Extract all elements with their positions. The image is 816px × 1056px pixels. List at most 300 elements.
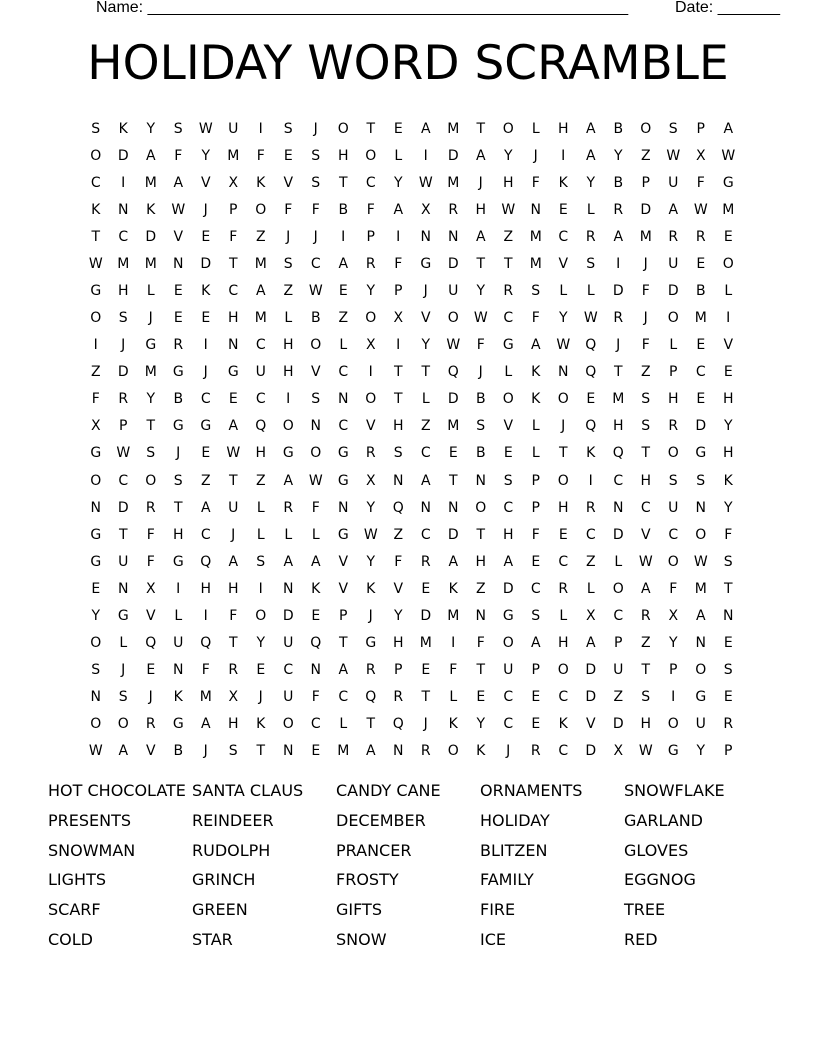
grid-letter[interactable]: O	[90, 472, 102, 489]
grid-letter[interactable]: E	[393, 120, 403, 137]
grid-letter[interactable]: P	[669, 364, 678, 381]
grid-letter[interactable]: U	[668, 255, 679, 272]
grid-letter[interactable]: W	[583, 310, 598, 327]
grid-letter[interactable]: A	[475, 147, 486, 164]
grid-letter[interactable]: C	[118, 472, 129, 489]
grid-letter[interactable]: T	[476, 526, 486, 543]
grid-letter[interactable]: H	[255, 445, 267, 462]
grid-letter[interactable]: B	[173, 743, 184, 760]
grid-letter[interactable]: E	[311, 743, 321, 760]
grid-letter[interactable]: L	[256, 526, 265, 543]
grid-letter[interactable]: K	[118, 120, 128, 137]
grid-letter[interactable]: G	[282, 445, 294, 462]
grid-letter[interactable]: X	[585, 607, 596, 624]
grid-letter[interactable]: H	[475, 553, 487, 570]
grid-letter[interactable]: C	[585, 526, 596, 543]
grid-letter[interactable]: P	[119, 418, 128, 435]
grid-letter[interactable]: I	[258, 120, 263, 137]
grid-letter[interactable]: R	[420, 743, 431, 760]
grid-letter[interactable]: K	[311, 580, 321, 597]
grid-letter[interactable]: P	[614, 635, 623, 652]
grid-letter[interactable]: U	[283, 635, 294, 652]
grid-letter[interactable]: F	[146, 526, 155, 543]
grid-letter[interactable]: V	[200, 174, 211, 191]
grid-letter[interactable]: S	[641, 689, 651, 706]
grid-letter[interactable]: Y	[668, 635, 678, 652]
grid-letter[interactable]: I	[176, 580, 181, 597]
grid-letter[interactable]: S	[696, 472, 706, 489]
grid-letter[interactable]: M	[447, 607, 460, 624]
grid-letter[interactable]: A	[530, 337, 541, 354]
grid-letter[interactable]: Q	[585, 337, 597, 354]
grid-letter[interactable]: A	[723, 120, 734, 137]
grid-letter[interactable]: A	[365, 743, 376, 760]
grid-letter[interactable]: Z	[200, 472, 211, 489]
grid-letter[interactable]: N	[310, 662, 321, 679]
grid-letter[interactable]: S	[641, 418, 651, 435]
grid-letter[interactable]: P	[229, 201, 238, 218]
grid-letter[interactable]: U	[228, 120, 239, 137]
grid-letter[interactable]: L	[339, 716, 348, 733]
grid-letter[interactable]: F	[229, 228, 238, 245]
grid-letter[interactable]: Y	[256, 635, 266, 652]
grid-letter[interactable]: G	[695, 445, 707, 462]
grid-letter[interactable]: A	[118, 743, 129, 760]
grid-letter[interactable]: C	[503, 716, 514, 733]
grid-letter[interactable]: L	[724, 283, 733, 299]
grid-letter[interactable]: C	[200, 526, 211, 543]
grid-letter[interactable]: F	[724, 526, 733, 543]
grid-letter[interactable]: K	[558, 174, 568, 191]
grid-letter[interactable]: X	[365, 337, 376, 354]
grid-letter[interactable]: D	[695, 418, 707, 435]
grid-letter[interactable]: S	[668, 120, 678, 137]
grid-letter[interactable]: Q	[310, 635, 322, 652]
grid-letter[interactable]: S	[256, 553, 266, 570]
grid-letter[interactable]: Z	[613, 689, 624, 706]
grid-letter[interactable]: A	[145, 147, 156, 164]
grid-letter[interactable]: R	[283, 499, 294, 516]
grid-letter[interactable]: R	[365, 662, 376, 679]
grid-letter[interactable]: R	[640, 607, 651, 624]
grid-letter[interactable]: A	[283, 553, 294, 570]
grid-letter[interactable]: T	[558, 445, 568, 462]
grid-letter[interactable]: N	[420, 499, 431, 516]
grid-letter[interactable]: E	[173, 310, 183, 327]
grid-letter[interactable]: Y	[476, 716, 486, 733]
grid-letter[interactable]: W	[88, 743, 103, 760]
grid-letter[interactable]: S	[641, 391, 651, 408]
grid-letter[interactable]: I	[726, 310, 731, 327]
grid-letter[interactable]: T	[448, 472, 458, 489]
grid-letter[interactable]: G	[200, 418, 212, 435]
grid-letter[interactable]: T	[503, 255, 513, 272]
grid-letter[interactable]: O	[255, 201, 267, 218]
grid-letter[interactable]: P	[531, 662, 540, 679]
grid-letter[interactable]: B	[173, 391, 184, 408]
grid-letter[interactable]: K	[201, 283, 211, 299]
grid-letter[interactable]: Y	[421, 337, 431, 354]
grid-letter[interactable]: L	[586, 580, 595, 597]
grid-letter[interactable]: S	[173, 120, 183, 137]
grid-letter[interactable]: J	[176, 445, 181, 462]
grid-letter[interactable]: J	[423, 716, 428, 733]
grid-letter[interactable]: F	[91, 391, 100, 408]
grid-letter[interactable]: Z	[255, 472, 266, 489]
grid-letter[interactable]: L	[119, 635, 128, 652]
grid-letter[interactable]: R	[668, 418, 679, 435]
grid-letter[interactable]: R	[420, 553, 431, 570]
grid-letter[interactable]: R	[558, 580, 569, 597]
grid-letter[interactable]: Z	[283, 283, 294, 299]
grid-letter[interactable]: M	[144, 255, 157, 272]
grid-letter[interactable]: U	[228, 499, 239, 516]
grid-letter[interactable]: T	[393, 391, 403, 408]
grid-letter[interactable]: J	[313, 228, 318, 245]
grid-letter[interactable]: L	[394, 147, 403, 164]
grid-letter[interactable]: F	[284, 201, 293, 218]
grid-letter[interactable]: P	[696, 120, 705, 137]
grid-letter[interactable]: N	[695, 635, 706, 652]
grid-letter[interactable]: M	[447, 174, 460, 191]
grid-letter[interactable]: T	[476, 255, 486, 272]
grid-letter[interactable]: A	[503, 553, 514, 570]
grid-letter[interactable]: F	[449, 662, 458, 679]
grid-letter[interactable]: M	[254, 310, 267, 327]
grid-letter[interactable]: X	[393, 310, 404, 327]
grid-letter[interactable]: O	[337, 120, 349, 137]
grid-letter[interactable]: T	[613, 364, 623, 381]
date-field[interactable]: Date: _______	[675, 0, 780, 16]
grid-letter[interactable]: D	[447, 526, 459, 543]
grid-letter[interactable]: G	[337, 526, 349, 543]
grid-letter[interactable]: E	[696, 337, 706, 354]
grid-letter[interactable]: C	[503, 310, 514, 327]
grid-letter[interactable]: F	[256, 147, 265, 164]
grid-letter[interactable]: Z	[255, 228, 266, 245]
grid-letter[interactable]: N	[613, 499, 624, 516]
grid-letter[interactable]: C	[420, 526, 431, 543]
grid-letter[interactable]: Q	[447, 364, 459, 381]
grid-letter[interactable]: F	[394, 553, 403, 570]
grid-letter[interactable]: J	[643, 255, 648, 272]
grid-letter[interactable]: C	[503, 689, 514, 706]
grid-letter[interactable]: Z	[503, 228, 514, 245]
grid-letter[interactable]: C	[695, 364, 706, 381]
grid-letter[interactable]: E	[311, 607, 321, 624]
grid-letter[interactable]: O	[282, 716, 294, 733]
grid-letter[interactable]: U	[283, 689, 294, 706]
grid-letter[interactable]: W	[418, 174, 433, 191]
grid-letter[interactable]: O	[255, 607, 267, 624]
grid-letter[interactable]: R	[173, 337, 184, 354]
grid-letter[interactable]: J	[121, 337, 126, 354]
grid-letter[interactable]: C	[558, 743, 569, 760]
grid-letter[interactable]: L	[339, 337, 348, 354]
grid-letter[interactable]: Y	[91, 607, 101, 624]
grid-letter[interactable]: R	[530, 743, 541, 760]
grid-letter[interactable]: C	[310, 716, 321, 733]
grid-letter[interactable]: F	[669, 580, 678, 597]
grid-letter[interactable]: L	[669, 337, 678, 354]
grid-letter[interactable]: H	[722, 391, 734, 408]
grid-letter[interactable]: I	[561, 147, 566, 164]
grid-letter[interactable]: Q	[392, 716, 404, 733]
grid-letter[interactable]: E	[531, 553, 541, 570]
grid-letter[interactable]: G	[420, 255, 432, 272]
grid-letter[interactable]: A	[640, 580, 651, 597]
grid-letter[interactable]: S	[91, 662, 101, 679]
grid-letter[interactable]: C	[310, 255, 321, 272]
grid-letter[interactable]: Q	[585, 364, 597, 381]
grid-letter[interactable]: F	[394, 255, 403, 272]
grid-letter[interactable]: N	[173, 255, 184, 272]
grid-letter[interactable]: H	[557, 499, 569, 516]
grid-letter[interactable]: H	[117, 283, 129, 299]
grid-letter[interactable]: X	[228, 174, 239, 191]
grid-letter[interactable]: R	[503, 283, 514, 299]
grid-letter[interactable]: M	[447, 418, 460, 435]
grid-letter[interactable]: C	[558, 553, 569, 570]
grid-letter[interactable]: O	[667, 310, 679, 327]
grid-letter[interactable]: N	[723, 607, 734, 624]
grid-letter[interactable]: Y	[723, 418, 733, 435]
grid-letter[interactable]: Y	[366, 283, 376, 299]
grid-letter[interactable]: M	[694, 580, 707, 597]
grid-letter[interactable]: U	[448, 283, 459, 299]
grid-letter[interactable]: O	[447, 743, 459, 760]
grid-letter[interactable]: C	[255, 391, 266, 408]
grid-letter[interactable]: Y	[393, 174, 403, 191]
grid-letter[interactable]: X	[365, 472, 376, 489]
grid-letter[interactable]: N	[475, 607, 486, 624]
grid-letter[interactable]: D	[502, 580, 514, 597]
grid-letter[interactable]: T	[228, 635, 238, 652]
grid-letter[interactable]: S	[531, 283, 541, 299]
grid-letter[interactable]: K	[91, 201, 101, 218]
grid-letter[interactable]: T	[338, 635, 348, 652]
grid-letter[interactable]: U	[668, 174, 679, 191]
grid-letter[interactable]: H	[282, 364, 294, 381]
grid-letter[interactable]: A	[393, 201, 404, 218]
grid-letter[interactable]: G	[337, 472, 349, 489]
grid-letter[interactable]: Q	[200, 635, 212, 652]
grid-letter[interactable]: E	[283, 147, 293, 164]
grid-letter[interactable]: V	[145, 743, 156, 760]
grid-letter[interactable]: N	[228, 337, 239, 354]
grid-letter[interactable]: V	[173, 228, 184, 245]
grid-letter[interactable]: M	[639, 228, 652, 245]
grid-letter[interactable]: K	[476, 743, 486, 760]
grid-letter[interactable]: F	[476, 337, 485, 354]
grid-letter[interactable]: M	[722, 201, 735, 218]
grid-letter[interactable]: E	[531, 689, 541, 706]
grid-letter[interactable]: H	[612, 418, 624, 435]
grid-letter[interactable]: P	[669, 662, 678, 679]
grid-letter[interactable]: T	[366, 716, 376, 733]
grid-letter[interactable]: K	[256, 716, 266, 733]
grid-letter[interactable]: U	[668, 499, 679, 516]
grid-letter[interactable]: T	[476, 662, 486, 679]
grid-letter[interactable]: C	[228, 283, 239, 299]
grid-letter[interactable]: D	[612, 526, 624, 543]
grid-letter[interactable]: G	[172, 364, 184, 381]
grid-letter[interactable]: T	[228, 255, 238, 272]
grid-letter[interactable]: D	[282, 607, 294, 624]
grid-letter[interactable]: F	[174, 147, 183, 164]
grid-letter[interactable]: E	[723, 228, 733, 245]
grid-letter[interactable]: X	[695, 147, 706, 164]
grid-letter[interactable]: M	[144, 364, 157, 381]
grid-letter[interactable]: I	[286, 391, 291, 408]
grid-letter[interactable]: T	[228, 472, 238, 489]
grid-letter[interactable]: N	[530, 201, 541, 218]
grid-letter[interactable]: T	[146, 418, 156, 435]
grid-letter[interactable]: F	[531, 310, 540, 327]
grid-letter[interactable]: A	[420, 472, 431, 489]
grid-letter[interactable]: O	[310, 445, 322, 462]
grid-letter[interactable]: E	[558, 526, 568, 543]
grid-letter[interactable]: G	[667, 743, 679, 760]
grid-letter[interactable]: M	[117, 255, 130, 272]
grid-letter[interactable]: J	[561, 418, 566, 435]
grid-letter[interactable]: R	[585, 499, 596, 516]
grid-letter[interactable]: L	[614, 553, 623, 570]
grid-letter[interactable]: W	[198, 120, 213, 137]
grid-letter[interactable]: W	[171, 201, 186, 218]
grid-letter[interactable]: G	[90, 553, 102, 570]
grid-letter[interactable]: X	[613, 743, 624, 760]
grid-letter[interactable]: F	[531, 174, 540, 191]
grid-letter[interactable]: H	[502, 526, 514, 543]
grid-letter[interactable]: J	[231, 526, 236, 543]
grid-letter[interactable]: N	[695, 499, 706, 516]
grid-letter[interactable]: D	[117, 499, 129, 516]
grid-letter[interactable]: F	[201, 662, 210, 679]
grid-letter[interactable]: N	[448, 499, 459, 516]
grid-letter[interactable]: I	[588, 472, 593, 489]
grid-letter[interactable]: D	[667, 283, 679, 299]
grid-letter[interactable]: L	[531, 120, 540, 137]
grid-letter[interactable]: A	[448, 553, 459, 570]
grid-letter[interactable]: E	[256, 662, 266, 679]
grid-letter[interactable]: G	[172, 553, 184, 570]
grid-letter[interactable]: C	[530, 580, 541, 597]
grid-letter[interactable]: D	[612, 716, 624, 733]
grid-letter[interactable]: V	[503, 418, 514, 435]
grid-letter[interactable]: E	[696, 391, 706, 408]
grid-letter[interactable]: R	[613, 201, 624, 218]
grid-letter[interactable]: R	[613, 310, 624, 327]
grid-letter[interactable]: N	[475, 472, 486, 489]
grid-letter[interactable]: H	[282, 337, 294, 354]
grid-letter[interactable]: U	[173, 635, 184, 652]
grid-letter[interactable]: O	[90, 310, 102, 327]
grid-letter[interactable]: D	[145, 228, 157, 245]
grid-letter[interactable]: I	[423, 147, 428, 164]
grid-letter[interactable]: B	[338, 201, 349, 218]
grid-letter[interactable]: D	[420, 607, 432, 624]
grid-letter[interactable]: Q	[200, 553, 212, 570]
grid-letter[interactable]: T	[421, 689, 431, 706]
grid-letter[interactable]: Z	[393, 526, 404, 543]
grid-letter[interactable]: H	[475, 201, 487, 218]
grid-letter[interactable]: S	[146, 445, 156, 462]
grid-letter[interactable]: G	[337, 445, 349, 462]
grid-letter[interactable]: R	[668, 228, 679, 245]
grid-letter[interactable]: O	[557, 472, 569, 489]
grid-letter[interactable]: A	[695, 607, 706, 624]
grid-letter[interactable]: Y	[476, 283, 486, 299]
grid-letter[interactable]: W	[88, 255, 103, 272]
grid-letter[interactable]: Q	[392, 499, 404, 516]
grid-letter[interactable]: I	[203, 337, 208, 354]
grid-letter[interactable]: A	[668, 201, 679, 218]
name-field[interactable]: Name: ______________________________________________________	[96, 0, 629, 16]
grid-letter[interactable]: J	[148, 310, 153, 327]
grid-letter[interactable]: M	[254, 255, 267, 272]
grid-letter[interactable]: C	[365, 174, 376, 191]
grid-letter[interactable]: N	[173, 662, 184, 679]
grid-letter[interactable]: S	[91, 120, 101, 137]
grid-letter[interactable]: F	[531, 526, 540, 543]
grid-letter[interactable]: Z	[640, 147, 651, 164]
grid-letter[interactable]: A	[173, 174, 184, 191]
grid-letter[interactable]: T	[421, 364, 431, 381]
grid-letter[interactable]: Q	[145, 635, 157, 652]
grid-letter[interactable]: W	[446, 337, 461, 354]
grid-letter[interactable]: H	[200, 580, 212, 597]
grid-letter[interactable]: Q	[255, 418, 267, 435]
grid-letter[interactable]: A	[283, 472, 294, 489]
grid-letter[interactable]: R	[365, 445, 376, 462]
grid-letter[interactable]: W	[638, 743, 653, 760]
grid-letter[interactable]: L	[586, 201, 595, 218]
grid-letter[interactable]: E	[586, 391, 596, 408]
grid-letter[interactable]: U	[613, 662, 624, 679]
grid-letter[interactable]: G	[90, 283, 102, 299]
grid-letter[interactable]: O	[90, 716, 102, 733]
grid-letter[interactable]: F	[229, 607, 238, 624]
grid-letter[interactable]: O	[557, 662, 569, 679]
grid-letter[interactable]: P	[394, 283, 403, 299]
grid-letter[interactable]: Z	[640, 635, 651, 652]
grid-letter[interactable]: Z	[640, 364, 651, 381]
grid-letter[interactable]: V	[393, 580, 404, 597]
grid-letter[interactable]: X	[228, 689, 239, 706]
grid-letter[interactable]: M	[227, 147, 240, 164]
grid-letter[interactable]: N	[393, 472, 404, 489]
grid-letter[interactable]: F	[146, 553, 155, 570]
grid-letter[interactable]: H	[172, 526, 184, 543]
grid-letter[interactable]: A	[255, 283, 266, 299]
grid-letter[interactable]: Y	[146, 120, 156, 137]
grid-letter[interactable]: A	[200, 499, 211, 516]
grid-letter[interactable]: Y	[503, 147, 513, 164]
grid-letter[interactable]: M	[199, 689, 212, 706]
grid-letter[interactable]: G	[172, 418, 184, 435]
grid-letter[interactable]: A	[310, 553, 321, 570]
grid-letter[interactable]: O	[447, 310, 459, 327]
grid-letter[interactable]: O	[695, 662, 707, 679]
grid-letter[interactable]: A	[585, 635, 596, 652]
grid-letter[interactable]: V	[420, 310, 431, 327]
grid-letter[interactable]: R	[145, 499, 156, 516]
grid-letter[interactable]: N	[338, 391, 349, 408]
grid-letter[interactable]: X	[420, 201, 431, 218]
grid-letter[interactable]: E	[696, 255, 706, 272]
grid-letter[interactable]: O	[667, 445, 679, 462]
